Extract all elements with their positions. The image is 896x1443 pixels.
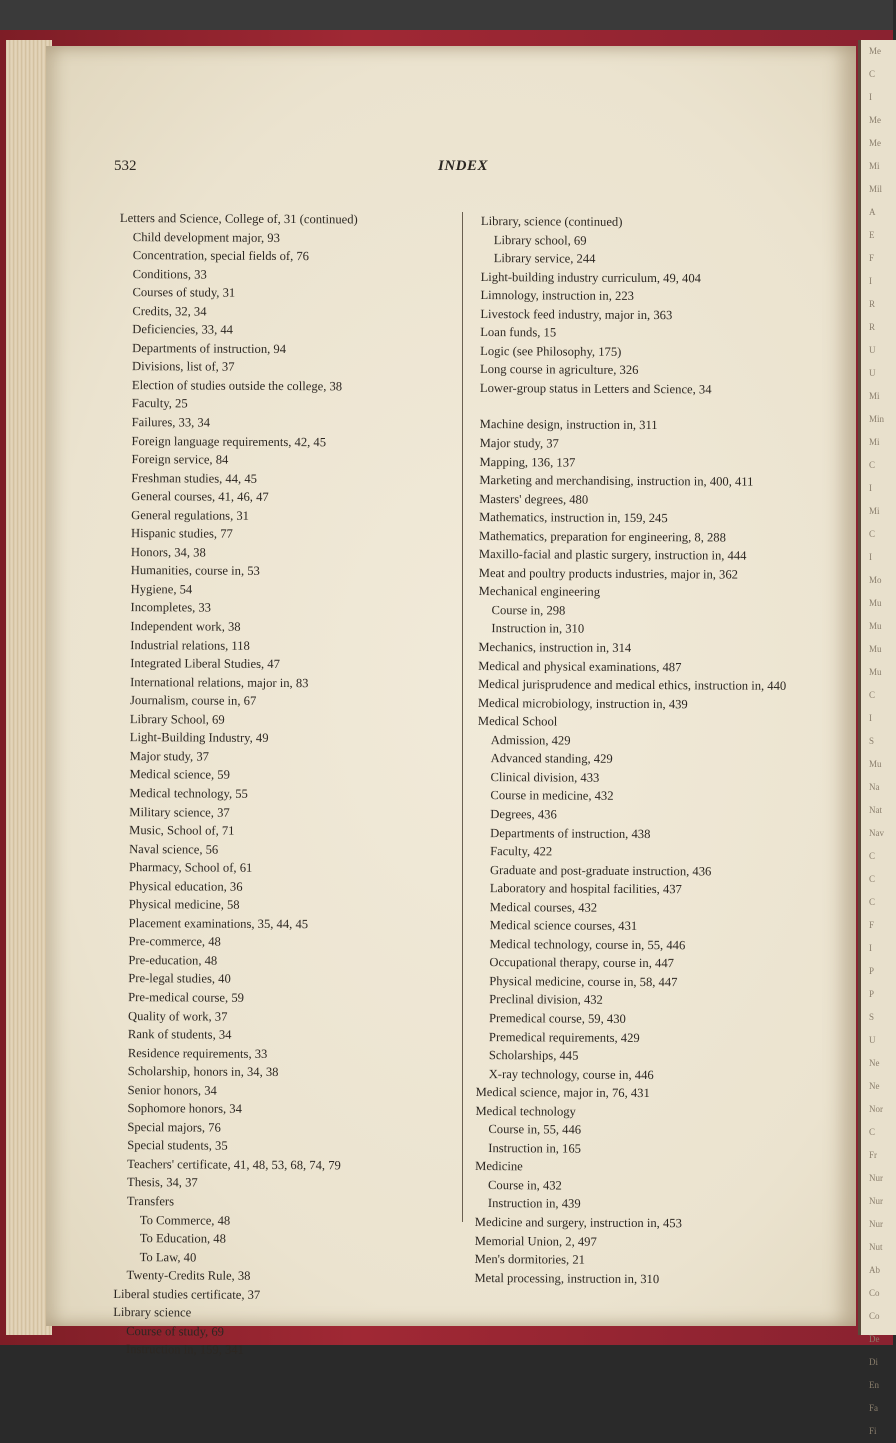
index-entry: Library school, 69 <box>493 232 587 248</box>
index-entry: Military science, 37 <box>129 804 230 820</box>
facing-page-fragment: Mo <box>869 575 882 585</box>
index-entry: Occupational therapy, course in, 447 <box>489 955 674 971</box>
index-entry: Major study, 37 <box>479 436 559 451</box>
facing-page-fragment: U <box>869 1035 876 1045</box>
index-entry: Teachers' certificate, 41, 48, 53, 68, 74, 79 <box>127 1156 341 1173</box>
facing-page-fragment: C <box>869 460 876 470</box>
facing-page-fragment: F <box>869 253 875 263</box>
index-entry: Special majors, 76 <box>127 1119 221 1135</box>
index-entry: Marketing and merchandising, instruction in, 400, 411 <box>479 473 754 489</box>
facing-page-fragment: Nav <box>869 828 884 838</box>
facing-page-fragment: Mu <box>869 644 882 654</box>
facing-page-fragment: Fi <box>869 1426 877 1436</box>
index-entry: Mathematics, preparation for engineering, 8, 288 <box>478 528 726 545</box>
index-entry: Quality of work, 37 <box>128 1008 228 1024</box>
index-entry: Men's dormitories, 21 <box>474 1252 586 1267</box>
index-entry: Library service, 244 <box>493 251 596 266</box>
facing-page-fragment: Me <box>869 138 881 148</box>
index-entry: Admission, 429 <box>490 732 571 748</box>
index-entry: Premedical requirements, 429 <box>488 1029 640 1045</box>
index-entry: Logic (see Philosophy, 175) <box>480 343 622 359</box>
index-entry: Lower-group status in Letters and Science, 34 <box>479 380 712 397</box>
facing-page-fragment: Nor <box>869 1104 883 1114</box>
index-entry: Medicine <box>475 1159 523 1174</box>
index-entry: Conditions, 33 <box>132 266 207 282</box>
index-entry: Failures, 33, 34 <box>131 415 211 430</box>
index-entry: Medical technology <box>475 1103 576 1119</box>
index-entry: Limnology, instruction in, 223 <box>480 288 634 304</box>
index-entry: Pre-education, 48 <box>128 952 218 968</box>
facing-page-fragment: S <box>869 736 875 746</box>
index-entry: Transfers <box>126 1194 175 1209</box>
facing-page-fragment: U <box>869 368 876 378</box>
index-entry: Courses of study, 31 <box>132 285 236 300</box>
facing-page-fragment: Mu <box>869 598 882 608</box>
index-entry: Letters and Science, College of, 31 (continued) <box>119 210 358 227</box>
index-entry: Instruction in, 310 <box>491 621 585 637</box>
facing-page-fragment: Mil <box>869 184 883 194</box>
facing-page-fragment: I <box>869 713 872 723</box>
index-entry: Deficiencies, 33, 44 <box>132 322 234 337</box>
index-entry: Election of studies outside the college, 38 <box>131 377 343 394</box>
index-entry: Medical science, major in, 76, 431 <box>475 1085 650 1101</box>
index-entry: Foreign service, 84 <box>131 452 229 467</box>
index-entry: Physical medicine, 58 <box>128 897 240 912</box>
facing-page-fragment: Mi <box>869 391 880 401</box>
page-number: 532 <box>114 158 137 174</box>
index-entry: Course in, 298 <box>491 603 566 618</box>
facing-page-fragment: Me <box>869 115 881 125</box>
index-entry: Mechanical engineering <box>478 584 601 600</box>
index-entry: Medical technology, course in, 55, 446 <box>489 936 686 953</box>
index-entry: Medical jurisprudence and medical ethics, instruction in, 440 <box>478 677 787 693</box>
index-entry: Course of study, 69 <box>126 1323 225 1339</box>
facing-page-fragment: R <box>869 322 876 332</box>
index-entry: Library science <box>113 1305 192 1320</box>
index-entry: Masters' degrees, 480 <box>479 491 589 507</box>
index-entry: Loan funds, 15 <box>480 325 557 340</box>
index-entry: International relations, major in, 83 <box>130 674 309 690</box>
facing-page-fragment: I <box>869 276 872 286</box>
index-entry: Medicine and surgery, instruction in, 453 <box>474 1214 682 1231</box>
facing-page-fragment: Co <box>869 1311 880 1321</box>
index-entry: Integrated Liberal Studies, 47 <box>130 656 280 672</box>
index-entry: Incompletes, 33 <box>130 600 212 616</box>
index-entry: General regulations, 31 <box>131 507 250 523</box>
index-entry: Pre-commerce, 48 <box>128 934 221 949</box>
column-divider <box>462 212 463 1222</box>
index-entry: Scholarship, honors in, 34, 38 <box>127 1064 279 1080</box>
index-entry: Senior honors, 34 <box>127 1082 217 1098</box>
index-entry: Pre-medical course, 59 <box>128 990 244 1005</box>
index-entry: Faculty, 25 <box>131 396 188 411</box>
facing-page-fragment: Mi <box>869 437 880 447</box>
index-entry: Sophomore honors, 34 <box>127 1101 242 1117</box>
index-entry: Divisions, list of, 37 <box>131 359 235 375</box>
index-entry: Liberal studies certificate, 37 <box>113 1286 261 1302</box>
facing-page-fragment: Fr <box>869 1150 878 1160</box>
index-entry: Independent work, 38 <box>130 619 241 634</box>
index-entry: Music, School of, 71 <box>129 823 235 838</box>
facing-page-fragment: Mu <box>869 759 882 769</box>
index-entry: Pharmacy, School of, 61 <box>128 860 253 875</box>
index-entry: Medical microbiology, instruction in, 439 <box>477 695 688 711</box>
facing-page-fragment: U <box>869 345 876 355</box>
facing-page-fragment: Mu <box>869 667 882 677</box>
index-column-right <box>474 212 806 1289</box>
index-entry: Mapping, 136, 137 <box>479 454 576 470</box>
index-entry: Course in, 55, 446 <box>488 1122 582 1137</box>
facing-page-fragment: Mi <box>869 506 880 516</box>
index-entry: Course in, 432 <box>488 1177 562 1193</box>
index-entry: Hispanic studies, 77 <box>130 526 233 541</box>
index-entry: Mechanics, instruction in, 314 <box>478 640 632 655</box>
facing-page-fragment: C <box>869 897 876 907</box>
facing-page-fragment: Co <box>869 1288 880 1298</box>
facing-page-fragment: Ne <box>869 1081 880 1091</box>
index-entry: Medical science courses, 431 <box>489 918 638 934</box>
index-entry: Library School, 69 <box>129 711 225 727</box>
index-entry: Thesis, 34, 37 <box>127 1175 198 1190</box>
facing-page-fragment: Nut <box>869 1242 883 1252</box>
index-entry: Instruction in, 165 <box>488 1140 582 1156</box>
index-entry: To Commerce, 48 <box>139 1212 231 1228</box>
facing-page-fragment: Min <box>869 414 885 424</box>
facing-page-fragment: Di <box>869 1357 878 1367</box>
facing-page-fragment: C <box>869 1127 876 1137</box>
index-entry: Residence requirements, 33 <box>127 1045 268 1061</box>
index-entry: Instruction in, 159, 341 <box>125 1342 244 1358</box>
scanner-background <box>0 0 893 34</box>
index-entry: Credits, 32, 34 <box>132 303 207 319</box>
index-entry: Light-Building Industry, 49 <box>129 730 269 746</box>
index-entry: Clinical division, 433 <box>490 769 600 785</box>
facing-page-fragment: P <box>869 989 875 999</box>
index-entry: Physical medicine, course in, 58, 447 <box>489 973 678 990</box>
index-entry: Humanities, course in, 53 <box>130 563 260 579</box>
index-entry: Special students, 35 <box>127 1138 228 1154</box>
facing-page-fragment: Mi <box>869 161 880 171</box>
index-entry: Degrees, 436 <box>490 807 557 822</box>
index-entry: Library, science (continued) <box>480 213 623 229</box>
index-entry: Hygiene, 54 <box>130 582 193 597</box>
facing-page-fragment: C <box>869 529 876 539</box>
index-entry: Twenty-Credits Rule, 38 <box>126 1268 251 1283</box>
index-entry: Light-building industry curriculum, 49, 404 <box>480 269 702 285</box>
index-entry: Mathematics, instruction in, 159, 245 <box>479 510 668 526</box>
facing-page-fragment: Nat <box>869 805 882 815</box>
index-entry: Departments of instruction, 94 <box>132 340 287 356</box>
index-column-left <box>113 209 450 1361</box>
index-entry: Child development major, 93 <box>132 229 280 245</box>
facing-page-fragment: C <box>869 690 876 700</box>
facing-page-fragment: Nur <box>869 1173 883 1183</box>
index-entry: Pre-legal studies, 40 <box>128 971 231 987</box>
index-entry: Medical technology, 55 <box>129 786 248 801</box>
facing-page-fragment: A <box>869 207 876 217</box>
index-entry: Foreign language requirements, 42, 45 <box>131 433 327 449</box>
index-entry: To Law, 40 <box>139 1249 197 1265</box>
facing-page-fragment: I <box>869 552 872 562</box>
facing-page-fragment: I <box>869 943 872 953</box>
facing-page-fragment: Fa <box>869 1403 878 1413</box>
index-entry: Laboratory and hospital facilities, 437 <box>489 881 682 897</box>
facing-page-fragment: Ab <box>869 1265 880 1275</box>
index-entry: Rank of students, 34 <box>127 1027 232 1042</box>
facing-page-fragment: De <box>869 1334 880 1344</box>
index-entry: To Education, 48 <box>139 1231 226 1246</box>
index-entry: Long course in agriculture, 326 <box>479 362 639 378</box>
index-entry: Concentration, special fields of, 76 <box>132 248 310 264</box>
index-entry: Metal processing, instruction in, 310 <box>474 1270 660 1286</box>
index-entry: Industrial relations, 118 <box>130 637 250 653</box>
index-entry: Physical education, 36 <box>128 878 243 894</box>
facing-page-fragment: Mu <box>869 621 882 631</box>
index-entry: Medical courses, 432 <box>489 899 598 915</box>
facing-page-fragment: P <box>869 966 875 976</box>
index-entry: Medical science, 59 <box>129 767 230 783</box>
facing-page-fragment: C <box>869 69 876 79</box>
index-entry: Honors, 34, 38 <box>130 544 206 560</box>
facing-page-fragment: S <box>869 1012 875 1022</box>
index-entry: Livestock feed industry, major in, 363 <box>480 306 673 322</box>
index-entry: Maxillo-facial and plastic surgery, instruction in, 444 <box>478 547 747 563</box>
index-entry: Meat and poultry products industries, major in, 362 <box>478 565 739 582</box>
running-head: INDEX <box>438 158 489 174</box>
facing-page-fragment: En <box>869 1380 879 1390</box>
facing-page-fragment: R <box>869 299 876 309</box>
facing-page-fragment: I <box>869 92 872 102</box>
index-entry: Freshman studies, 44, 45 <box>131 470 257 486</box>
index-entry: Journalism, course in, 67 <box>129 693 257 709</box>
index-entry: X-ray technology, course in, 446 <box>488 1066 654 1082</box>
facing-page-fragment: Me <box>869 46 881 56</box>
facing-page-fragment: Ne <box>869 1058 880 1068</box>
index-entry: Premedical course, 59, 430 <box>489 1011 626 1026</box>
index-entry: Scholarships, 445 <box>488 1048 579 1063</box>
index-entry: Advanced standing, 429 <box>490 751 613 767</box>
index-entry: Graduate and post-graduate instruction, 436 <box>489 862 712 879</box>
index-entry: Major study, 37 <box>129 748 209 764</box>
index-entry: Medical School <box>477 714 558 729</box>
facing-page-fragment: Nur <box>869 1219 883 1229</box>
index-entry: Machine design, instruction in, 311 <box>479 417 658 433</box>
index-entry: Faculty, 422 <box>490 844 553 859</box>
index-entry: General courses, 41, 46, 47 <box>131 489 269 505</box>
facing-page-fragment: I <box>869 483 872 493</box>
facing-page-fragment: Nur <box>869 1196 883 1206</box>
facing-page-fragment: F <box>869 920 875 930</box>
facing-page-fragment: Na <box>869 782 880 792</box>
facing-page-fragment: C <box>869 874 876 884</box>
facing-page-fragment: E <box>869 230 875 240</box>
index-entry: Instruction in, 439 <box>487 1196 581 1212</box>
index-entry: Preclinal division, 432 <box>489 992 603 1008</box>
index-entry: Placement examinations, 35, 44, 45 <box>128 915 309 931</box>
facing-page-edge <box>858 40 896 1436</box>
index-entry: Medical and physical examinations, 487 <box>478 658 682 674</box>
index-entry: Course in medicine, 432 <box>490 788 614 804</box>
index-entry: Naval science, 56 <box>129 841 219 857</box>
index-entry: Departments of instruction, 438 <box>490 825 651 841</box>
index-entry: Memorial Union, 2, 497 <box>474 1233 597 1249</box>
facing-page-fragment: C <box>869 851 876 861</box>
